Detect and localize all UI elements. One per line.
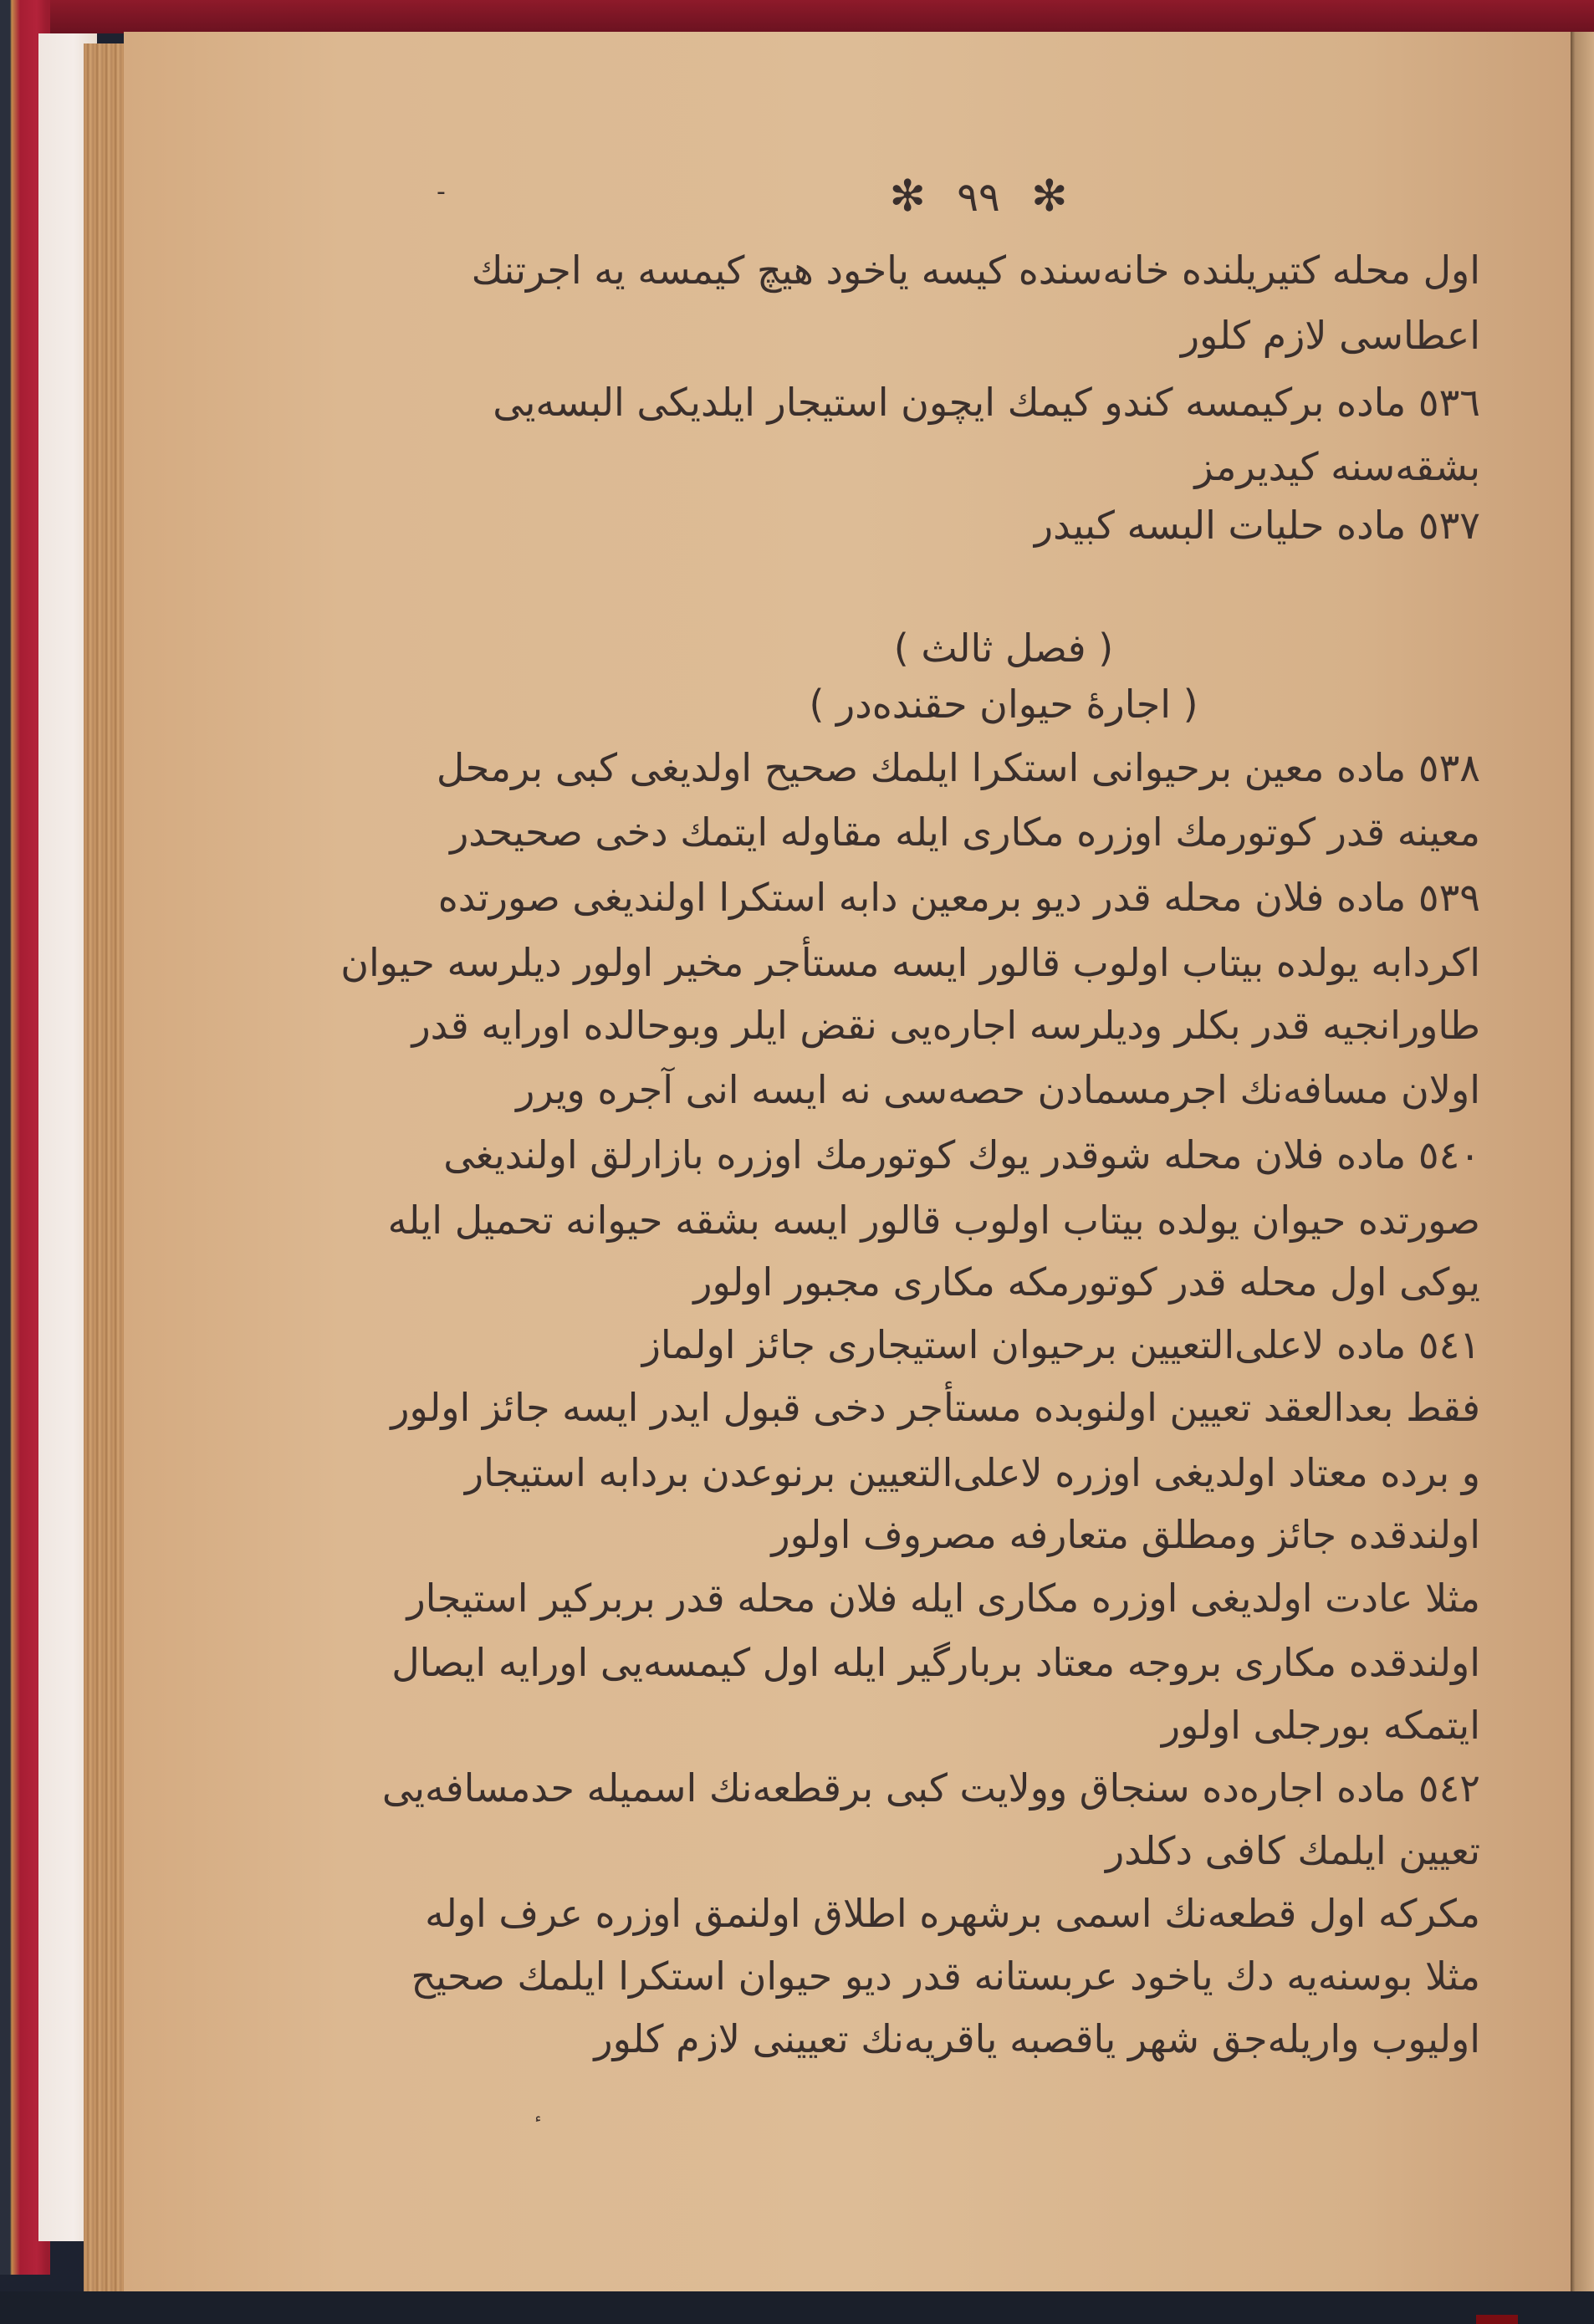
cover-red-corner <box>1476 2315 1518 2324</box>
article-537: ٥٣٧ ماده حليات البسه كبيدر <box>1034 503 1480 548</box>
section-subtitle: ( اجارهٔ حيوان حقنده‌در ) <box>809 682 1198 727</box>
margin-mark: - <box>437 177 446 207</box>
book-cover-top-edge <box>0 0 1594 33</box>
text-line: معينه قدر كوتورمك اوزره مكارى ايله مقاوله ايتمك دخى صحيحدر <box>450 810 1480 855</box>
article-540: ٥٤٠ ماده فلان محله شوقدر يوك كوتورمك اوزره بازارلق اولنديغى <box>443 1132 1480 1177</box>
article-539: ٥٣٩ ماده فلان محله قدر ديو برمعين دابه استكرا اولنديغى صورتده <box>437 875 1480 920</box>
text-line: ايتمكه بورجلى اولور <box>1161 1703 1480 1748</box>
page-gutter <box>1571 32 1594 2291</box>
text-line: طاورانجيه قدر بكلر وديلرسه اجاره‌يى نقض ايلر وبوحالده اورايه قدر <box>411 1003 1480 1048</box>
text-line: اولان مسافه‌نك اجرمسمادن حصه‌سى نه ايسه انى آجره ويرر <box>516 1067 1480 1112</box>
text-line: يوكى اول محله قدر كوتورمكه مكارى مجبور اولور <box>693 1259 1480 1305</box>
page-stack-edges <box>84 43 125 2301</box>
text-line: اول محله كتيريلنده خانه‌سنده كيسه ياخود هيچ كيمسه يه اجرتنك <box>471 248 1480 293</box>
text-line: مثلا بوسنه‌يه دك ياخود عربستانه قدر ديو حيوان استكرا ايلمك صحيح <box>411 1954 1480 1999</box>
ornament-star-icon: ✻ <box>1031 171 1068 222</box>
text-line: صورتده حيوان يولده بيتاب اولوب قالور ايسه بشقه حيوانه تحميل ايله <box>387 1198 1480 1243</box>
text-line: اولندقده جائز ومطلق متعارفه مصروف اولور <box>771 1512 1480 1557</box>
text-line: بشقه‌سنه كيديرمز <box>1194 444 1480 489</box>
text-line: اوليوب واريله‌جق شهر ياقصبه ياقريه‌نك تعيينى لازم كلور <box>594 2016 1480 2061</box>
ornament-star-icon: ✻ <box>889 171 926 222</box>
text-line: فقط بعدالعقد تعيين اولنوبده مستأجر دخى قبول ايدر ايسه جائز اولور <box>391 1385 1480 1430</box>
text-line: تعيين ايلمك كافى دكلدر <box>1105 1828 1480 1873</box>
text-line: اولندقده مكارى بروجه معتاد بربارگير ايله اول كيمسه‌يى اورايه ايصال <box>391 1640 1480 1685</box>
article-541: ٥٤١ ماده لاعلى‌التعيين برحيوان استيجارى جائز اولماز <box>641 1322 1480 1367</box>
text-line: اعطاسى لازم كلور <box>1180 313 1480 358</box>
book-cover-bottom-edge <box>0 2291 1594 2324</box>
page-header <box>870 171 1087 222</box>
text-line: مكركه اول قطعه‌نك اسمى برشهره اطلاق اولنمق اوزره عرف اوله <box>425 1891 1480 1936</box>
page-number: ٩٩ <box>957 174 1000 221</box>
article-536: ٥٣٦ ماده بركيمسه كندو كيمك ايچون استيجار ايلديكى البسه‌يى <box>493 380 1480 425</box>
text-line: و برده معتاد اولديغى اوزره لاعلى‌التعيين برنوعدن بردابه استيجار <box>464 1450 1480 1495</box>
text-line: مثلا عادت اولديغى اوزره مكارى ايله فلان محله قدر بربركير استيجار <box>406 1576 1480 1621</box>
article-538: ٥٣٨ ماده معين برحيوانى استكرا ايلمك صحيح اولديغى كبى برمحل <box>436 745 1480 790</box>
article-542: ٥٤٢ ماده اجاره‌ده سنجاق وولايت كبى برقطعه‌نك اسميله حدمسافه‌يى <box>381 1765 1480 1811</box>
section-title: ( فصل ثالث ) <box>893 626 1114 671</box>
text-line: اكردابه يولده بيتاب اولوب قالور ايسه مستأجر مخير اولور ديلرسه حيوان <box>340 940 1480 985</box>
